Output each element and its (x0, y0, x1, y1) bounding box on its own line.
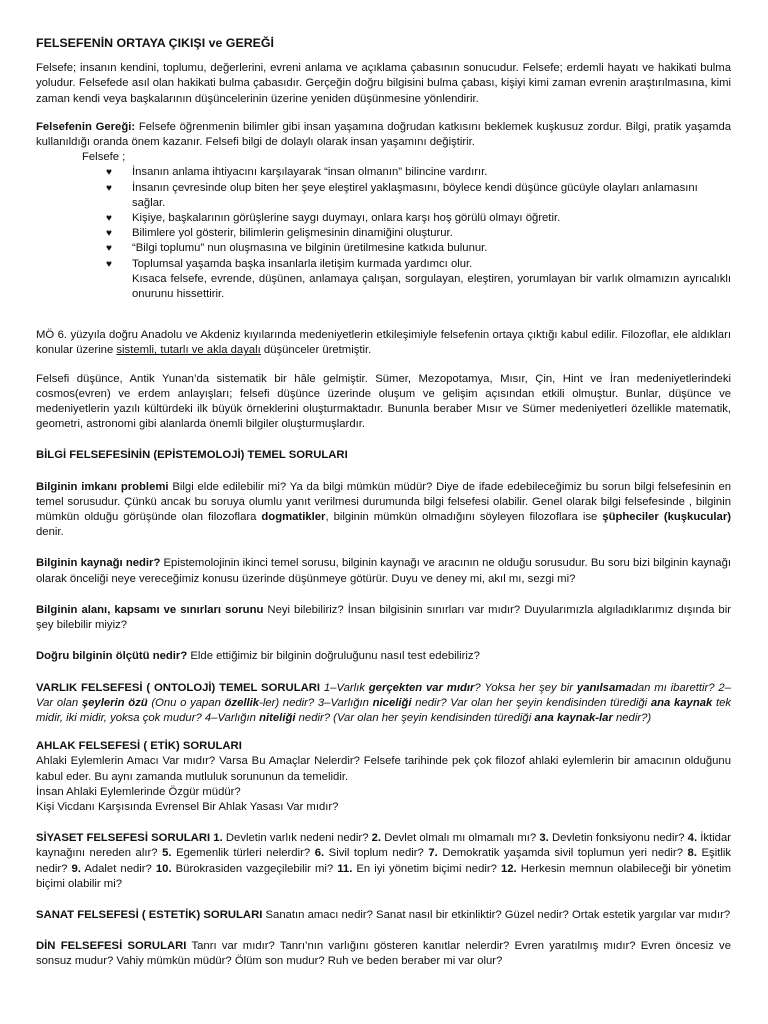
heart-bullet-icon: ♥ (106, 213, 112, 225)
ethics-line-2: İnsan Ahlaki Eylemlerinde Özgür müdür? (36, 785, 241, 798)
politics-question-number: 11. (337, 862, 353, 875)
q4-label: Doğru bilginin ölçütü nedir? (36, 650, 188, 663)
ontology-text: dan mı ibarettir? 2–Var olan (36, 681, 731, 709)
politics-question-text: En iyi yönetim biçimi nedir? (352, 862, 501, 875)
page-title: FELSEFENİN ORTAYA ÇIKIŞI ve GEREĞİ (36, 36, 274, 50)
politics-question-number: 4. (687, 832, 698, 845)
q1-text-2: , bilginin mümkün olmadığını söyleyen filozoflara ise (325, 511, 603, 524)
politics-question-text: Devlet olmalı mı olmamalı mı? (381, 832, 540, 845)
politics-paragraph (36, 831, 731, 892)
politics-question-text: Adalet nedir? (80, 862, 156, 875)
aesthetics-heading: SANAT FELSEFESİ ( ESTETİK) SORULARI (36, 908, 263, 921)
q1-text-1: Bilgi elde edilebilir mi? Ya da bilgi mümkün müdür? Diye de ifade edebileceğimiz bu sorun bilgi felsefesinin en temel sorusudur. Çünkü ancak bu soruya olumlu yanıt verilmesi durumunda bilgi felsefesi olabilir. Genel olarak bilgi felsefesinde , bilginin mümkün olduğu görüşünde olan filozoflara (36, 480, 732, 524)
heart-bullet-icon: ♥ (106, 243, 112, 255)
felsefe-benefit-item (106, 257, 731, 272)
origin-paragraph (36, 328, 731, 358)
politics-question-text: Egemenlik türleri nelerdir? (171, 847, 315, 860)
epistemology-q1 (36, 480, 731, 541)
ontology-bold: niceliği (372, 696, 412, 709)
politics-question-number: 5. (162, 847, 172, 860)
politics-question-number: 8. (687, 847, 697, 860)
heart-bullet-icon: ♥ (106, 182, 112, 194)
ontology-bold: yanılsama (576, 681, 632, 694)
gerek-summary: Kısaca felsefe, evrende, düşünen, anlamaya çalışan, sorgulayan, eleştiren, yorumlayan bir varlık olmamızın ayrıcalıklı onurunu hissettirir. (132, 272, 731, 301)
ontology-bold: özellik (224, 696, 260, 709)
ontology-text: nedir?) (612, 711, 652, 724)
origin-text-before: MÖ 6. yüzyıla doğru Anadolu ve Akdeniz kıyılarında medeniyetlerin etkileşimiyle felsefenin ortaya çıktığı kabul edilir. Filozoflar, ele aldıkları konular üzerine (36, 329, 731, 357)
politics-question-number: 1. (213, 832, 223, 845)
politics-question-number: 6. (314, 847, 325, 860)
q1-text-3: denir. (36, 526, 64, 539)
ontology-text: nedir? Var olan her şeyin kendisinden türediği (411, 696, 651, 709)
politics-question-number: 9. (71, 862, 81, 875)
felsefe-benefit-text: İnsanın anlama ihtiyacını karşılayarak “insan olmanın” bilincine vardırır. (132, 166, 488, 179)
intro-paragraph: Felsefe; insanın kendini, toplumu, değerlerini, evreni anlama ve açıklama çabasının sonucudur. Felsefe; erdemli hayatı ve hakikati bulma yoludur. Felsefede asıl olan hakikati bulma çabasıdır. Gerçeğin doğru bilgisini bulma çabası, kişiyi kimi zaman evrenin araştırılmasına, kimi zaman kendi veya başkalarının düşüncelerinin üzerine yeniden düşünmesine yönlendirir. (36, 62, 731, 105)
gerek-text: Felsefe öğrenmenin bilimler gibi insan yaşamına doğrudan katkısını beklemek kuşkusuz zordur. Bilgi, pratik yaşamda kullanıldığı oranda önem kazanır. Felsefi bilgi de dolaylı olarak insan yaşamını değiştirir. (36, 120, 732, 149)
heart-bullet-icon: ♥ (106, 228, 112, 240)
felsefe-benefit-text: Bilimlere yol gösterir, bilimlerin gelişmesinin dinamiğini oluşturur. (132, 227, 453, 240)
gerek-label: Felsefenin Gereği: (36, 120, 136, 133)
q1-bold-dogmatikler: dogmatikler (261, 511, 326, 524)
q3-label: Bilginin alanı, kapsamı ve sınırları sorunu (36, 603, 264, 616)
politics-question-text: Herkesin memnun olabileceği bir yönetim biçimi olabilir mi? (36, 862, 731, 890)
q2-text: Epistemolojinin ikinci temel sorusu, bilginin kaynağı ve aracının ne olduğu sorusudur. Bu soru bizi bilginin kaynağı olarak önceliği neye vereceğimiz konusu üzerinde düşünmeye götürür. Duyu ve deney mi, akıl mı, sezgi mi? (36, 557, 731, 585)
ontology-bold: gerçekten var mıdır (368, 681, 475, 694)
antik-paragraph: Felsefi düşünce, Antik Yunan’da sistematik bir hâle gelmiştir. Sümer, Mezopotamya, Mısır, Çin, Hint ve İran medeniyetlerindeki cosmos(evren) ve erdem anlayışları; felsefi düşünce üzerinde oluşum ve gelişim açısından etkili olmuştur. Bunlar, düşünce ve medeniyetlerin yazılı kültürdeki ilk büyük örneklerini oluşturmaktadır. Bununla beraber Mısır ve Sümer medeniyetleri özellikle matematik, geometri, astronomi gibi alanlarda önemli bilgiler oluşturmuşlardır. (36, 372, 731, 431)
felsefe-benefit-item (106, 181, 731, 211)
ontology-text: 1–Varlık (320, 681, 369, 694)
gerek-paragraph (36, 120, 731, 150)
ethics-heading: AHLAK FELSEFESİ ( ETİK) SORULARI (36, 740, 242, 753)
politics-question-text: Eşitlik nedir? (36, 847, 732, 875)
epistemology-heading: BİLGİ FELSEFESİNİN (EPİSTEMOLOJİ) TEMEL SORULARI (36, 449, 348, 462)
ontology-text: nedir? (Var olan her şeyin kendisinden türediği (295, 711, 535, 724)
politics-question-text: Sivil toplum nedir? (324, 847, 429, 860)
politics-question-number: 12. (500, 862, 517, 875)
felsefe-benefits-list (36, 165, 731, 271)
heart-bullet-icon: ♥ (106, 167, 112, 179)
document-page (36, 36, 731, 970)
ontology-bold: ana kaynak (650, 696, 713, 709)
ontology-bold: şeylerin özü (81, 696, 148, 709)
politics-question-number: 10. (155, 862, 172, 875)
felsefe-benefit-item (106, 226, 731, 241)
q1-bold-supheciler: şüpheciler (kuşkucular) (602, 511, 731, 524)
epistemology-q4 (36, 649, 731, 664)
felsefe-benefit-item (106, 211, 731, 226)
q3-text: Neyi bilebiliriz? İnsan bilgisinin sınırları var mıdır? Duyularımızla algıladıklarımız dışında bir şey bilebilir miyiz? (36, 603, 731, 632)
aesthetics-text: Sanatın amacı nedir? Sanat nasıl bir etkinliktir? Güzel nedir? Ortak estetik yargılar var mıdır? (262, 908, 731, 921)
origin-text-after: düşünceler üretmiştir. (260, 344, 372, 357)
felsefe-benefit-text: İnsanın çevresinde olup biten her şeye eleştirel yaklaşmasını, böylece kendi düşünce gücüyle olayları anlamasını sağlar. (132, 181, 698, 209)
q2-label: Bilginin kaynağı nedir? (36, 557, 161, 570)
politics-question-text: Bürokrasiden vazgeçilebilir mi? (171, 862, 338, 875)
aesthetics-paragraph (36, 908, 731, 923)
ethics-line-1: Ahlaki Eylemlerin Amacı Var mıdır? Varsa Bu Amaçlar Nelerdir? Felsefe tarihinde pek çok filozof ahlaki eylemlerin bir amacının olduğunu kabul eder. Bu aynı zamanda mutluluk sorununun da temelidir. (36, 755, 731, 783)
heart-bullet-icon: ♥ (106, 258, 112, 270)
ontology-paragraph (36, 681, 731, 727)
ontology-text: -ler) nedir? 3–Varlığın (259, 696, 373, 709)
religion-paragraph (36, 939, 731, 969)
politics-question-text: Demokratik yaşamda sivil toplumun yeri nedir? (437, 847, 688, 860)
ethics-line-3: Kişi Vicdanı Karşısında Evrensel Bir Ahlak Yasası Var mıdır? (36, 800, 339, 813)
epistemology-q3 (36, 603, 731, 633)
ontology-heading: VARLIK FELSEFESİ ( ONTOLOJİ) TEMEL SORULARI (36, 681, 321, 694)
politics-question-number: 3. (539, 832, 549, 845)
politics-question-text: Devletin fonksiyonu nedir? (548, 832, 688, 845)
ontology-text: tek midir, iki midir, yoksa çok mudur? 4–Varlığın (36, 696, 732, 724)
origin-underlined: sistemli, tutarlı ve akla dayalı (116, 344, 261, 357)
ontology-text: ? Yoksa her şey bir (474, 681, 577, 694)
q1-label: Bilginin imkanı problemi (36, 480, 169, 493)
politics-question-text: Devletin varlık nedeni nedir? (222, 832, 372, 845)
felsefe-list-label: Felsefe ; (82, 151, 126, 164)
religion-heading: DİN FELSEFESİ SORULARI (36, 940, 187, 953)
felsefe-benefit-text: Toplumsal yaşamda başka insanlarla iletişim kurmada yardımcı olur. (132, 257, 473, 270)
politics-heading: SİYASET FELSEFESİ SORULARI (36, 832, 211, 845)
religion-text: Tanrı var mıdır? Tanrı’nın varlığını gösteren kanıtlar nelerdir? Evren yaratılmış mıdır? Evren öncesiz ve sonsuz mudur? Vahiy mümkün müdür? Ölüm son mudur? Ruh ve beden beraber mi var olur? (36, 940, 731, 968)
politics-question-text: İktidar kaynağını nereden alır? (36, 832, 731, 860)
q4-text: Elde ettiğimiz bir bilginin doğruluğunu nasıl test edebiliriz? (187, 650, 480, 663)
ontology-bold: ana kaynak-lar (534, 711, 613, 724)
felsefe-benefit-item (106, 241, 731, 256)
politics-question-number: 2. (371, 832, 382, 845)
epistemology-q2 (36, 556, 731, 586)
ontology-text: (Onu o yapan (147, 696, 225, 709)
politics-question-number: 7. (428, 847, 438, 860)
felsefe-benefit-text: “Bilgi toplumu” nun oluşmasına ve bilginin üretilmesine katkıda bulunur. (132, 242, 488, 255)
felsefe-benefit-text: Kişiye, başkalarının görüşlerine saygı duymayı, onlara karşı hoş görülü olmayı öğretir. (132, 212, 561, 225)
ontology-bold: niteliği (259, 711, 296, 724)
felsefe-benefit-item (106, 165, 731, 180)
